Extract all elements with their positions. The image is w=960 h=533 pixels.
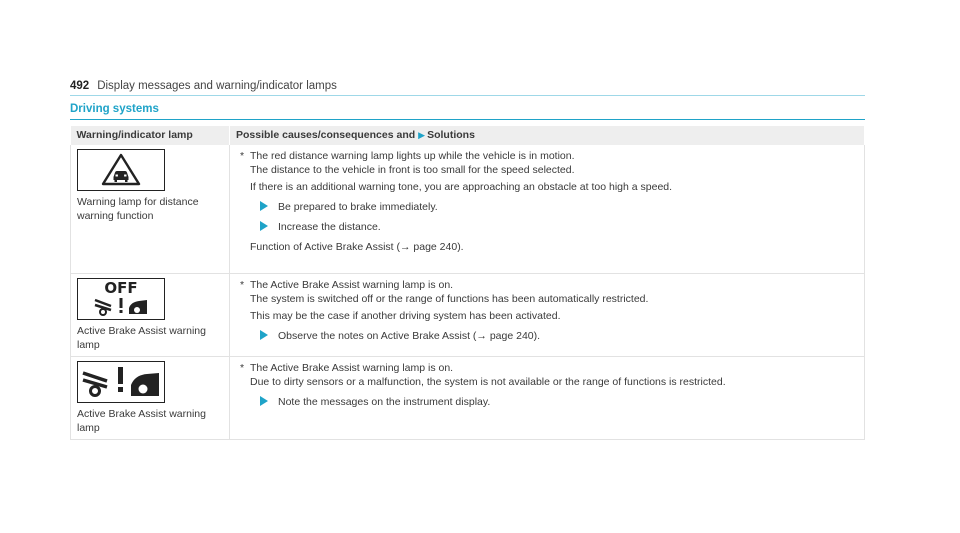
action-item <box>240 200 858 214</box>
asterisk-marker: * <box>240 150 245 162</box>
cause-text: Due to dirty sensors or a malfunction, the system is not available or the range of functions is restricted. <box>250 375 726 388</box>
page-heading: Display messages and warning/indicator lamps <box>97 80 337 92</box>
header-rule <box>70 95 865 96</box>
lamp-label: warning function <box>77 210 154 222</box>
lamp-cell <box>71 356 230 439</box>
action-arrow-icon <box>260 396 268 406</box>
lamp-cell <box>71 145 230 273</box>
column-header-lamp: Warning/indicator lamp <box>71 126 230 145</box>
section-title: Driving systems <box>70 103 159 115</box>
solutions-arrow-icon: ▶ <box>418 130 426 140</box>
icon-off-text: OFF <box>104 279 138 297</box>
action-item <box>240 329 858 343</box>
cause-text: The Active Brake Assist warning lamp is on. <box>250 361 454 374</box>
section-rule <box>70 119 865 120</box>
cause-cell <box>230 273 865 356</box>
lamp-label: lamp <box>77 421 100 434</box>
warning-lamp-table <box>70 126 865 440</box>
action-item <box>240 395 858 409</box>
action-text: Note the messages on the instrument display. <box>278 395 491 408</box>
cause-text: This may be the case if another driving system has been activated. <box>250 309 561 322</box>
lamp-label: Active Brake Assist warning <box>77 324 206 337</box>
lamp-label: lamp <box>77 338 100 351</box>
reference-text: Function of Active Brake Assist (→ page 240). <box>250 241 464 253</box>
page-number: 492 <box>70 80 90 92</box>
cause-cell <box>230 356 865 439</box>
action-text: Increase the distance. <box>278 221 381 233</box>
cause-text: The red distance warning lamp lights up while the vehicle is in motion. <box>250 150 575 162</box>
action-arrow-icon <box>260 201 268 211</box>
action-text: Be prepared to brake immediately. <box>278 201 438 213</box>
action-text: Observe the notes on Active Brake Assist (→ page 240). <box>278 329 541 342</box>
column-header-causes <box>230 126 865 145</box>
active-brake-assist-icon <box>77 361 165 403</box>
lamp-label: Active Brake Assist warning <box>77 407 206 420</box>
table-row <box>71 356 865 439</box>
table-header-row <box>71 126 865 145</box>
cause-text: If there is an additional warning tone, you are approaching an obstacle at too high a speed. <box>250 181 673 193</box>
column-header-solutions: Solutions <box>427 129 475 141</box>
action-item <box>240 220 858 234</box>
asterisk-marker: * <box>240 278 245 291</box>
table-row <box>71 145 865 273</box>
asterisk-marker: * <box>240 361 245 374</box>
cause-text: The Active Brake Assist warning lamp is on. <box>250 278 454 291</box>
action-arrow-icon <box>260 221 268 231</box>
column-header-causes-text: Possible causes/consequences and <box>236 129 416 141</box>
active-brake-assist-off-icon <box>77 278 165 320</box>
page-header <box>70 80 865 92</box>
cause-cell <box>230 145 865 273</box>
action-arrow-icon <box>260 330 268 340</box>
cause-text: The system is switched off or the range of functions has been automatically restricted. <box>250 292 649 305</box>
table-row <box>71 273 865 356</box>
lamp-label: Warning lamp for distance <box>77 196 199 208</box>
distance-warning-triangle-icon <box>77 149 165 191</box>
cause-text: The distance to the vehicle in front is too small for the speed selected. <box>250 164 575 176</box>
lamp-cell <box>71 273 230 356</box>
